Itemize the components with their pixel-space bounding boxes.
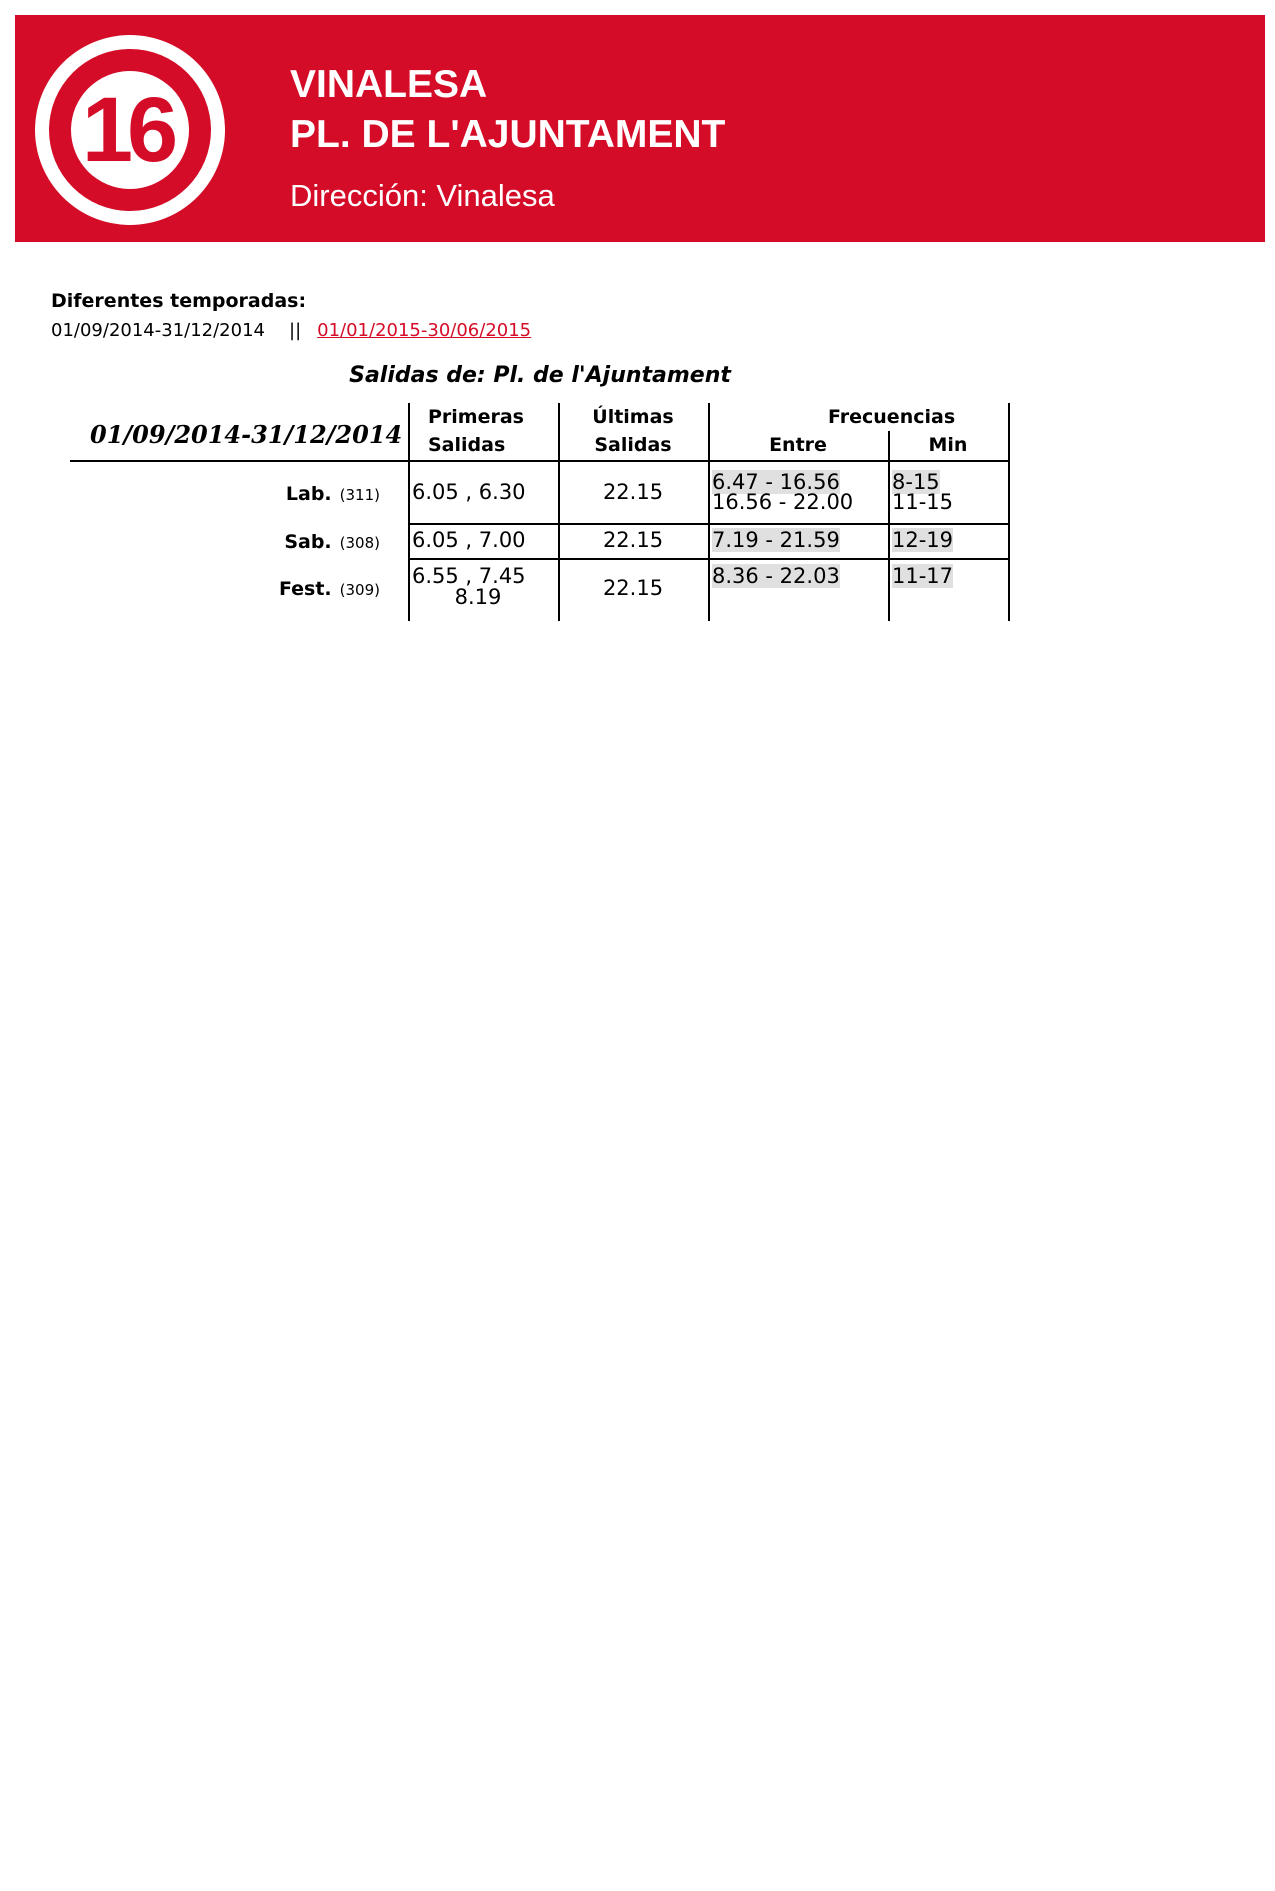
season-link-2015[interactable]: 01/01/2015-30/06/2015 bbox=[317, 320, 532, 341]
header-between: Entre bbox=[769, 434, 827, 456]
day-label-fest: Fest. (309) bbox=[278, 578, 380, 600]
grid-line bbox=[1008, 403, 1010, 621]
route-title-line2: PL. DE L'AJUNTAMENT bbox=[290, 113, 726, 156]
header-last-top: Últimas bbox=[592, 406, 674, 428]
frequency-min: 11-17 bbox=[892, 564, 954, 588]
line-number-badge bbox=[35, 35, 225, 225]
first-departures: 6.05 , 7.00 bbox=[412, 528, 526, 552]
day-label-lab: Lab. (311) bbox=[285, 483, 380, 505]
grid-line bbox=[70, 460, 1010, 462]
frequency-between: 7.19 - 21.59 bbox=[712, 528, 840, 552]
season-separator: || bbox=[289, 320, 302, 341]
header-last-bottom: Salidas bbox=[594, 434, 672, 456]
frequency-between: 16.56 - 22.00 bbox=[712, 490, 854, 514]
header-first-top: Primeras bbox=[428, 406, 524, 428]
last-departure: 22.15 bbox=[602, 528, 664, 552]
header-frequencies: Frecuencias bbox=[828, 406, 956, 428]
line-number: 16 bbox=[81, 79, 173, 181]
season-current: 01/09/2014-31/12/2014 bbox=[51, 320, 265, 341]
first-departures: 6.05 , 6.30 bbox=[412, 480, 526, 504]
day-label-sab: Sab. (308) bbox=[284, 531, 380, 553]
first-departures: 6.55 , 7.45 bbox=[412, 564, 526, 588]
last-departure: 22.15 bbox=[602, 576, 664, 600]
frequency-min: 12-19 bbox=[892, 528, 954, 552]
frequency-between: 8.36 - 22.03 bbox=[712, 564, 840, 588]
timetable bbox=[70, 403, 1010, 621]
frequency-between: 6.47 - 16.56 bbox=[712, 470, 840, 494]
grid-line bbox=[408, 403, 410, 621]
header-first-bottom: Salidas bbox=[428, 434, 506, 456]
route-direction: Dirección: Vinalesa bbox=[290, 178, 555, 213]
grid-line bbox=[408, 523, 1010, 525]
frequency-min: 11-15 bbox=[892, 490, 954, 514]
route-header bbox=[15, 15, 1265, 242]
first-departures: 8.19 bbox=[454, 585, 502, 609]
seasons-label: Diferentes temporadas: bbox=[51, 290, 307, 312]
frequency-min: 8-15 bbox=[892, 470, 940, 494]
timetable-title: Salidas de: Pl. de l'Ajuntament bbox=[349, 363, 731, 388]
last-departure: 22.15 bbox=[602, 480, 664, 504]
timetable-season: 01/09/2014-31/12/2014 bbox=[90, 420, 403, 449]
seasons-row bbox=[51, 320, 531, 341]
header-min: Min bbox=[928, 434, 968, 456]
route-title-line1: VINALESA bbox=[290, 63, 488, 106]
grid-line bbox=[408, 558, 1010, 560]
